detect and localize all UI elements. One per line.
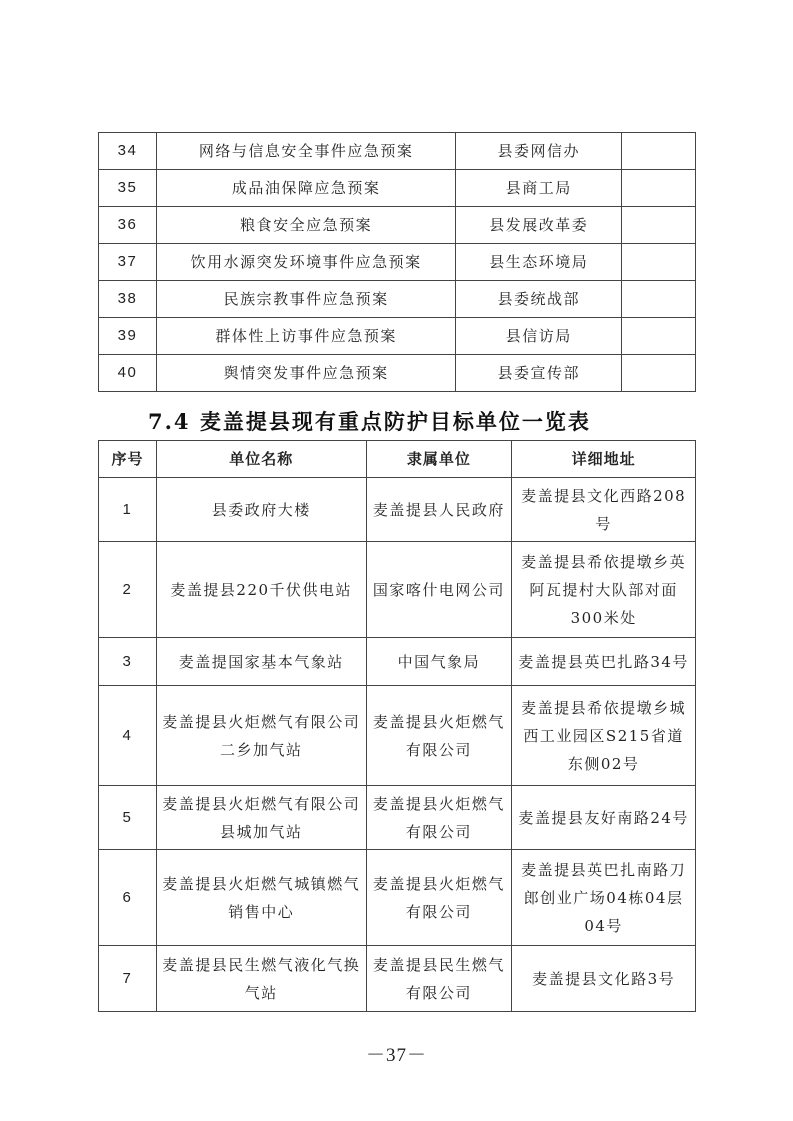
table-row <box>99 244 696 281</box>
unit-seq: 6 <box>99 850 157 946</box>
unit-address: 麦盖提县英巴扎南路刀郎创业广场04栋04层04号 <box>512 850 696 946</box>
plan-number: 36 <box>99 207 157 244</box>
plan-number: 34 <box>99 133 157 170</box>
unit-affiliation: 麦盖提县火炬燃气有限公司 <box>366 686 512 786</box>
unit-address: 麦盖提县希依提墩乡城西工业园区S215省道东侧02号 <box>512 686 696 786</box>
plan-department: 县委网信办 <box>456 133 622 170</box>
table-row <box>99 946 696 1012</box>
plan-extra <box>622 244 696 281</box>
plan-extra <box>622 318 696 355</box>
plan-name: 成品油保障应急预案 <box>156 170 455 207</box>
table-row <box>99 850 696 946</box>
plan-name: 网络与信息安全事件应急预案 <box>156 133 455 170</box>
unit-address: 麦盖提县友好南路24号 <box>512 786 696 850</box>
unit-address: 麦盖提县文化路3号 <box>512 946 696 1012</box>
page-number: －37－ <box>365 1045 427 1066</box>
plan-department: 县发展改革委 <box>456 207 622 244</box>
unit-seq: 5 <box>99 786 157 850</box>
unit-affiliation: 麦盖提县火炬燃气有限公司 <box>366 786 512 850</box>
table-row <box>99 686 696 786</box>
plan-number: 39 <box>99 318 157 355</box>
header-unit-name: 单位名称 <box>156 441 366 478</box>
unit-address: 麦盖提县希依提墩乡英阿瓦提村大队部对面300米处 <box>512 542 696 638</box>
table-row <box>99 478 696 542</box>
unit-name: 麦盖提国家基本气象站 <box>156 638 366 686</box>
unit-name: 麦盖提县火炬燃气城镇燃气销售中心 <box>156 850 366 946</box>
plan-name: 民族宗教事件应急预案 <box>156 281 455 318</box>
plan-number: 37 <box>99 244 157 281</box>
protection-target-table <box>98 440 696 1012</box>
unit-affiliation: 麦盖提县人民政府 <box>366 478 512 542</box>
plan-name: 群体性上访事件应急预案 <box>156 318 455 355</box>
unit-seq: 4 <box>99 686 157 786</box>
unit-affiliation: 国家喀什电网公司 <box>366 542 512 638</box>
table-row <box>99 318 696 355</box>
plan-extra <box>622 133 696 170</box>
table-row <box>99 638 696 686</box>
plan-department: 县委宣传部 <box>456 355 622 392</box>
table-row <box>99 133 696 170</box>
unit-name: 县委政府大楼 <box>156 478 366 542</box>
unit-name: 麦盖提县火炬燃气有限公司县城加气站 <box>156 786 366 850</box>
table-row <box>99 281 696 318</box>
plan-name: 饮用水源突发环境事件应急预案 <box>156 244 455 281</box>
table-header-row <box>99 441 696 478</box>
table-row <box>99 170 696 207</box>
table-row <box>99 786 696 850</box>
header-seq: 序号 <box>99 441 157 478</box>
table-row <box>99 355 696 392</box>
unit-address: 麦盖提县文化西路208号 <box>512 478 696 542</box>
plan-department: 县生态环境局 <box>456 244 622 281</box>
emergency-plan-table <box>98 132 696 392</box>
unit-seq: 1 <box>99 478 157 542</box>
unit-seq: 3 <box>99 638 157 686</box>
plan-department: 县商工局 <box>456 170 622 207</box>
plan-number: 40 <box>99 355 157 392</box>
unit-seq: 2 <box>99 542 157 638</box>
unit-address: 麦盖提县英巴扎路34号 <box>512 638 696 686</box>
section-title: 7.4 麦盖提县现有重点防护目标单位一览表 <box>148 409 591 434</box>
plan-name: 舆情突发事件应急预案 <box>156 355 455 392</box>
plan-extra <box>622 281 696 318</box>
unit-name: 麦盖提县220千伏供电站 <box>156 542 366 638</box>
unit-name: 麦盖提县火炬燃气有限公司二乡加气站 <box>156 686 366 786</box>
table-row <box>99 542 696 638</box>
plan-department: 县信访局 <box>456 318 622 355</box>
unit-name: 麦盖提县民生燃气液化气换气站 <box>156 946 366 1012</box>
plan-extra <box>622 355 696 392</box>
plan-number: 38 <box>99 281 157 318</box>
plan-department: 县委统战部 <box>456 281 622 318</box>
unit-seq: 7 <box>99 946 157 1012</box>
plan-extra <box>622 170 696 207</box>
table-row <box>99 207 696 244</box>
header-address: 详细地址 <box>512 441 696 478</box>
unit-affiliation: 麦盖提县民生燃气有限公司 <box>366 946 512 1012</box>
plan-name: 粮食安全应急预案 <box>156 207 455 244</box>
unit-affiliation: 中国气象局 <box>366 638 512 686</box>
plan-extra <box>622 207 696 244</box>
header-affiliation: 隶属单位 <box>366 441 512 478</box>
unit-affiliation: 麦盖提县火炬燃气有限公司 <box>366 850 512 946</box>
plan-number: 35 <box>99 170 157 207</box>
